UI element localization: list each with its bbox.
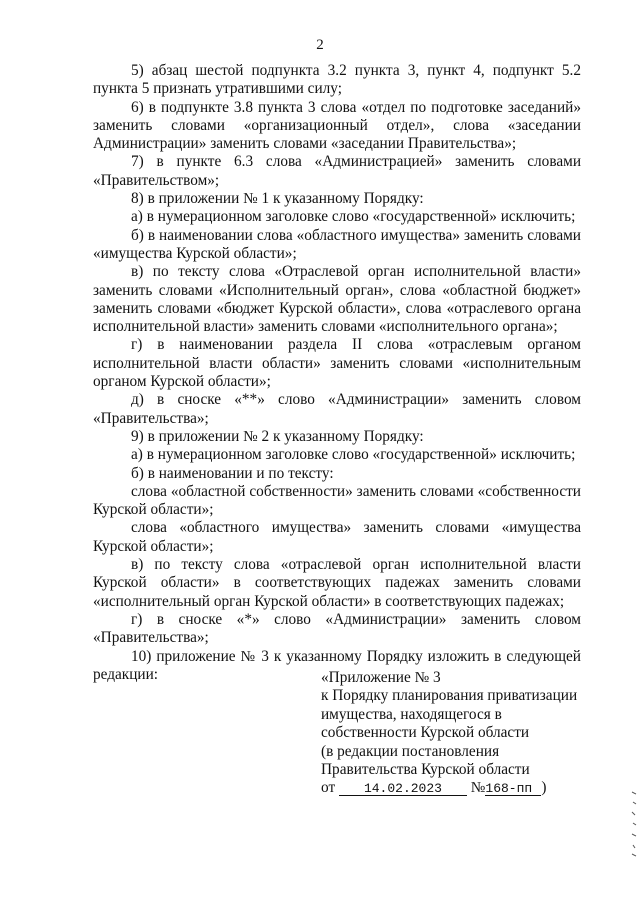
appendix-line: к Порядку планирования приватизации	[321, 687, 578, 705]
appendix-line: (в редакции постановления	[321, 742, 500, 760]
paragraph-9a: а) в нумерационном заголовке слово «государственной» исключить;	[131, 446, 576, 464]
paragraph-9b-1: слова «областной собственности» заменить словами «собственности Курской области»;	[93, 482, 581, 519]
paragraph-9b: б) в наименовании и по тексту:	[131, 464, 334, 482]
appendix-line: Правительства Курской области	[321, 761, 530, 779]
appendix-header	[321, 669, 591, 798]
date-prefix: от	[321, 779, 336, 797]
scan-edge-mark	[630, 790, 638, 860]
paragraph-8v: в) по тексту слова «Отраслевой орган исполнительной власти» заменить словами «Исполнительный орган», слова «областной бюджет» заменить словами «бюджет Курской области», слова «отраслевого органа исполнительной власти» заменить словами «исполнительного органа»;	[93, 263, 581, 336]
paragraph-7: 7) в пункте 6.3 слова «Администрацией» заменить словами «Правительством»;	[93, 153, 581, 189]
number-value: 168-пп	[485, 782, 541, 796]
paragraph-9b-2: слова «областного имущества» заменить словами «имущества Курской области»;	[93, 519, 581, 555]
date-value: 14.02.2023	[339, 782, 467, 796]
paragraph-8a: а) в нумерационном заголовке слово «государственной» исключить;	[131, 208, 576, 226]
document-body	[93, 62, 581, 684]
paragraph-9v: в) по тексту слова «отраслевой орган исполнительной власти Курской области» в соответствующих падежах заменить словами «исполнительный орган Курской области» в соответствующих падежах;	[93, 556, 581, 610]
paragraph-9: 9) в приложении № 2 к указанному Порядку:	[131, 427, 424, 445]
appendix-line: имущества, находящегося в	[321, 705, 502, 723]
closing-paren: )	[541, 779, 547, 797]
paragraph-9g: г) в сноске «*» слово «Администрации» заменить словом «Правительства»;	[93, 610, 581, 647]
paragraph-5: 5) абзац шестой подпункта 3.2 пункта 3, пункт 4, подпункт 5.2 пункта 5 признать утратившими силу;	[93, 62, 581, 98]
appendix-line: собственности Курской области	[321, 724, 530, 742]
paragraph-10: 10) приложение № 3 к указанному Порядку изложить в следующей редакции:	[93, 647, 581, 683]
page-number: 2	[316, 37, 324, 53]
paragraph-8: 8) в приложении № 1 к указанному Порядку:	[131, 190, 424, 208]
paragraph-6: 6) в подпункте 3.8 пункта 3 слова «отдел по подготовке заседаний» заменить словами «организационный отдел», слова «заседании Администрации» заменить словами «заседании Правительства»;	[93, 98, 581, 153]
paragraph-8g: г) в наименовании раздела II слова «отраслевым органом исполнительной власти области» заменить словами «исполнительным органом Курской области»;	[93, 336, 581, 391]
appendix-title: «Приложение № 3	[321, 669, 441, 686]
paragraph-8d: д) в сноске «**» слово «Администрации» заменить словом «Правительства»;	[93, 391, 581, 427]
paragraph-8b: б) в наименовании слова «областного имущества» заменить словами «имущества Курской области»;	[93, 226, 581, 262]
number-prefix: №	[470, 779, 486, 797]
appendix-date-line	[321, 779, 591, 797]
